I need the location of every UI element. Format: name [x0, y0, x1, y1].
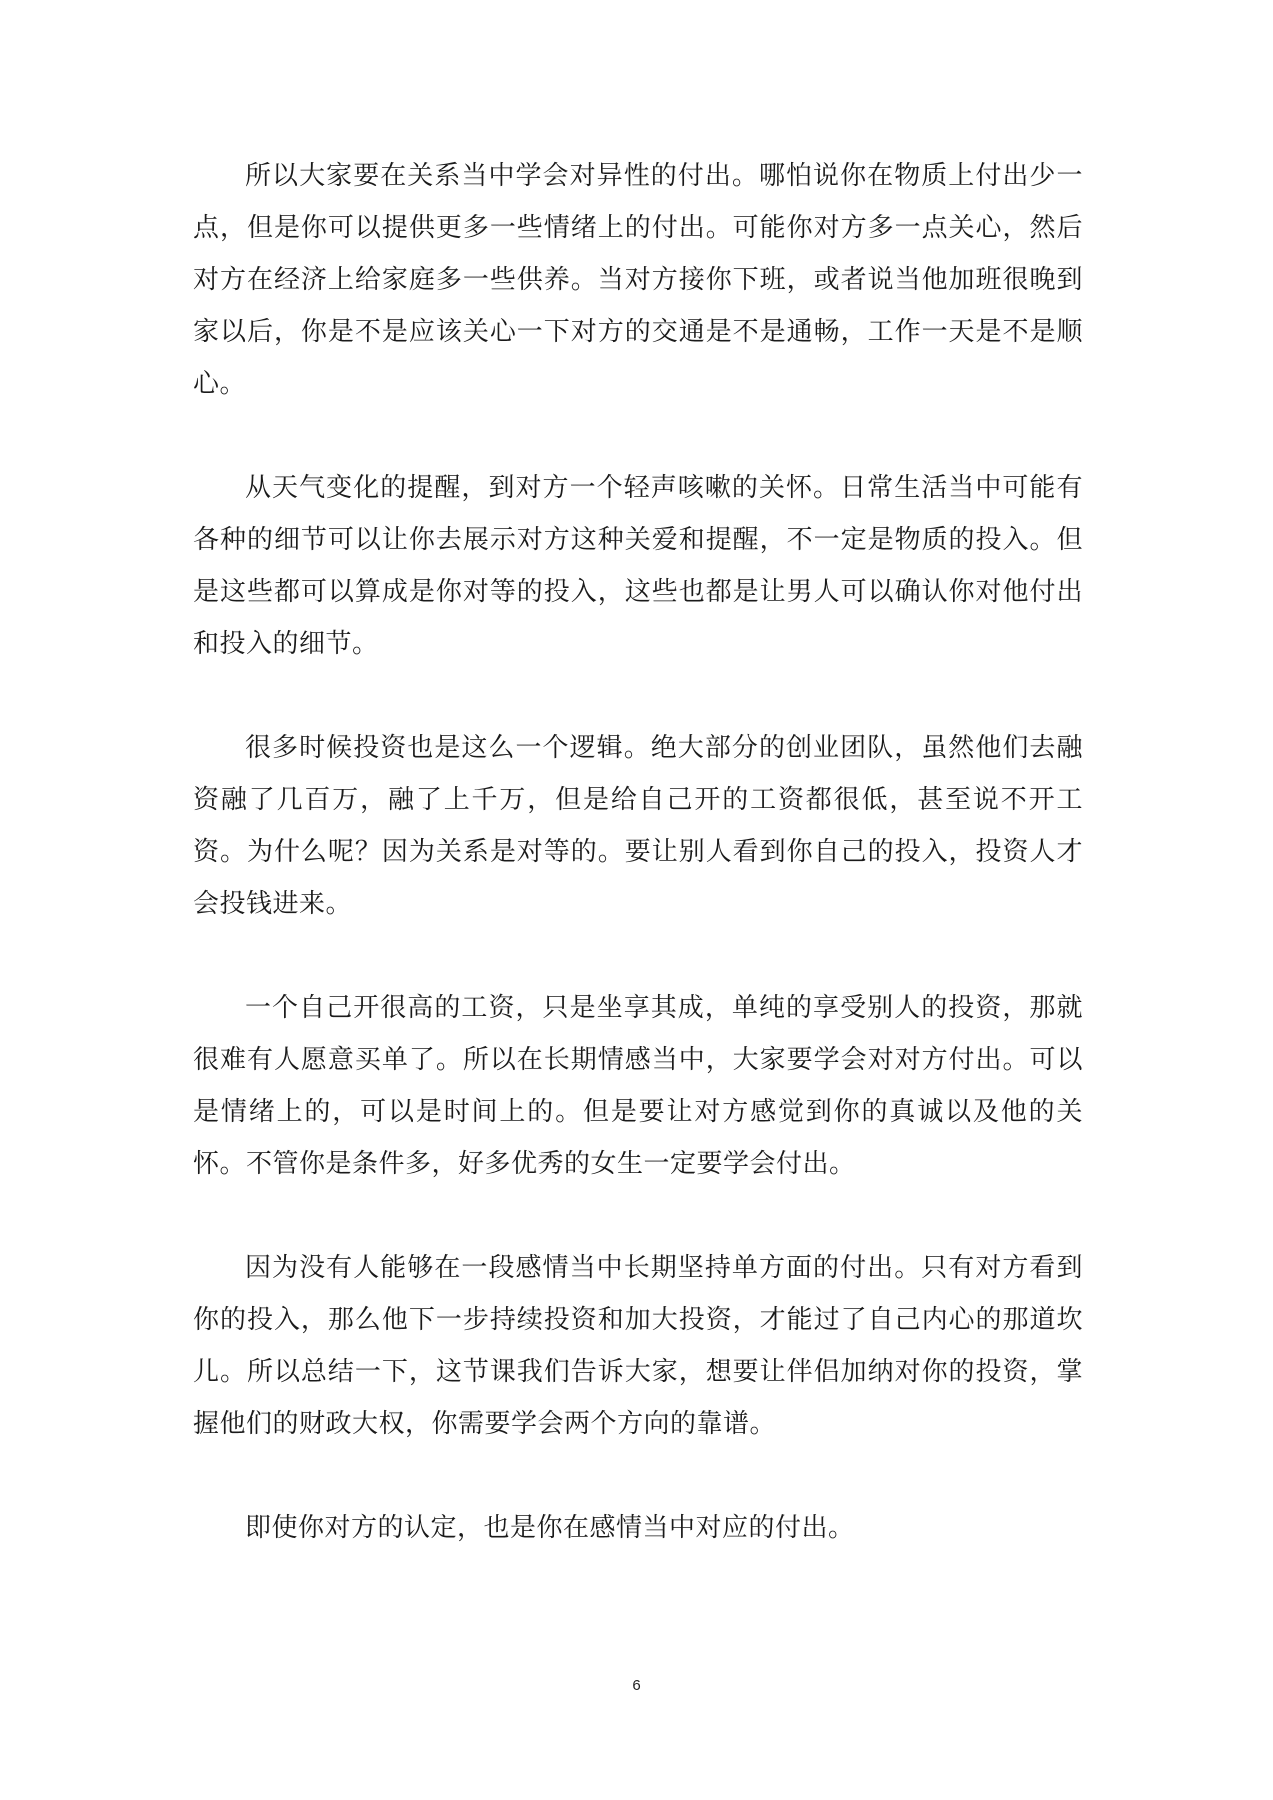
paragraph-1: 所以大家要在关系当中学会对异性的付出。哪怕说你在物质上付出少一点，但是你可以提供更多一些情绪上的付出。可能你对方多一点关心，然后对方在经济上给家庭多一些供养。当对方接你下班，或者说当他加班很晚到家以后，你是不是应该关心一下对方的交通是不是通畅，工作一天是不是顺心。: [193, 161, 1083, 399]
paragraph-3: 很多时候投资也是这么一个逻辑。绝大部分的创业团队，虽然他们去融资融了几百万，融了上千万，但是给自己开的工资都很低，甚至说不开工资。为什么呢？因为关系是对等的。要让别人看到你自己的投入，投资人才会投钱进来。: [193, 733, 1083, 919]
document-body: [193, 150, 1083, 1554]
page-number: 6: [632, 1677, 641, 1694]
paragraph-4: 一个自己开很高的工资，只是坐享其成，单纯的享受别人的投资，那就很难有人愿意买单了。所以在长期情感当中，大家要学会对对方付出。可以是情绪上的，可以是时间上的。但是要让对方感觉到你的真诚以及他的关怀。不管你是条件多，好多优秀的女生一定要学会付出。: [193, 993, 1083, 1179]
paragraph-2: 从天气变化的提醒，到对方一个轻声咳嗽的关怀。日常生活当中可能有各种的细节可以让你去展示对方这种关爱和提醒，不一定是物质的投入。但是这些都可以算成是你对等的投入，这些也都是让男人可以确认你对他付出和投入的细节。: [193, 473, 1083, 659]
paragraph-5: 因为没有人能够在一段感情当中长期坚持单方面的付出。只有对方看到你的投入，那么他下一步持续投资和加大投资，才能过了自己内心的那道坎儿。所以总结一下，这节课我们告诉大家，想要让伴侣加纳对你的投资，掌握他们的财政大权，你需要学会两个方向的靠谱。: [193, 1253, 1083, 1439]
paragraph-6: 即使你对方的认定，也是你在感情当中对应的付出。: [245, 1513, 855, 1543]
